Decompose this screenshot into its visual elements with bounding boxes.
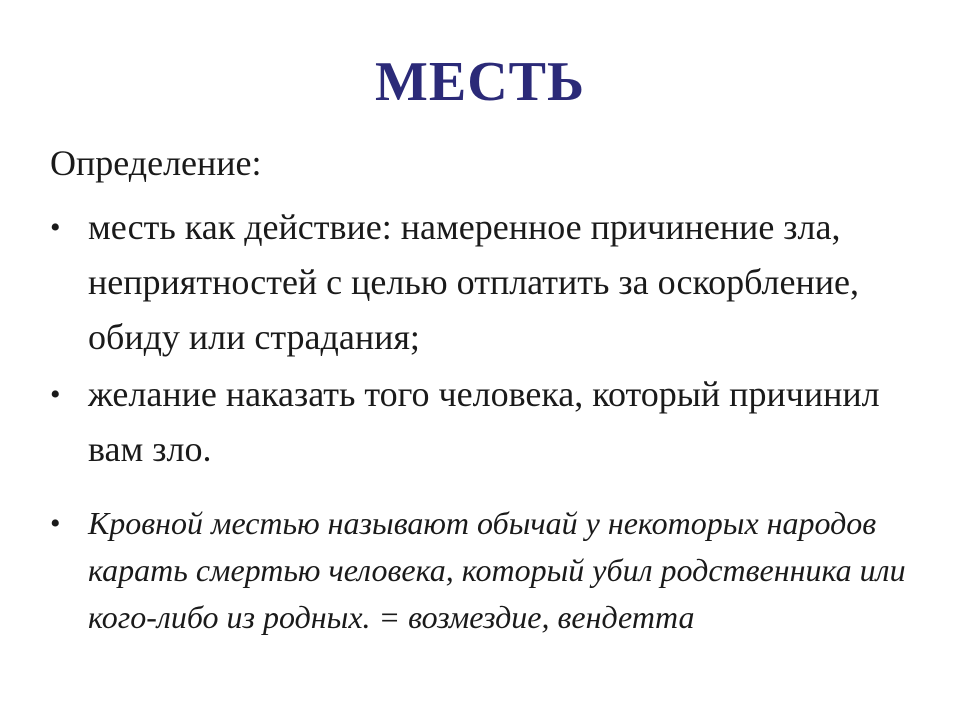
- bullet-item: [50, 500, 920, 641]
- bullet-mark: •: [50, 507, 61, 540]
- main-bullet-list: [50, 200, 920, 479]
- bullet-text: месть как действие: намеренное причинение зла, неприятностей с целью отплатить за оскорбление, обиду или страдания;: [88, 207, 859, 357]
- bullet-mark: •: [50, 211, 61, 244]
- bullet-text-italic: Кровной местью называют обычай у некоторых народов карать смертью человека, который убил родственника или кого-либо из родных. = возмездие, вендетта: [88, 505, 906, 635]
- italic-bullet-list: [50, 500, 920, 641]
- bullet-text: желание наказать того человека, который причинил вам зло.: [88, 374, 880, 469]
- slide-title: МЕСТЬ: [374, 51, 586, 113]
- bullet-mark: •: [50, 378, 61, 411]
- bullet-item: [50, 200, 920, 365]
- definition-label: Определение:: [50, 143, 262, 183]
- bullet-item: [50, 367, 920, 477]
